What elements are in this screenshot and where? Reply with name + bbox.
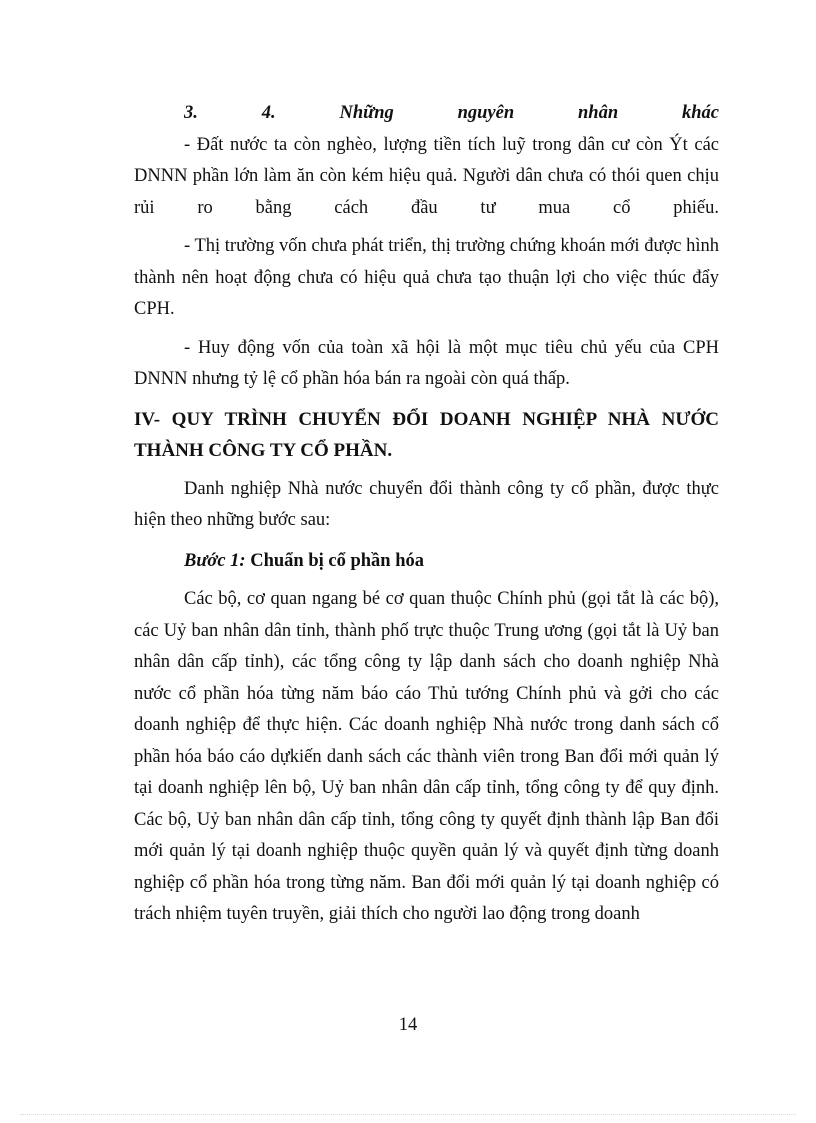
page-content — [134, 98, 719, 931]
heading-word-4: khác — [682, 103, 719, 123]
intro-paragraph: Danh nghiệp Nhà nước chuyển đổi thành công ty cổ phần, được thực hiện theo những bước sau: — [134, 478, 719, 530]
paragraph-poverty: - Đất nước ta còn nghèo, lượng tiền tích luỹ trong dân cư còn Ýt các DNNN phần lớn làm ăn còn kém hiệu quả. Người dân chưa có thói quen chịu rủi ro bằng cách đầu tư mua cổ phiếu. — [134, 134, 719, 218]
paragraph-mobilize-capital: - Huy động vốn của toàn xã hội là một mục tiêu chủ yếu của CPH DNNN nhưng tỷ lệ cổ phần hóa bán ra ngoài còn quá thấp. — [134, 337, 719, 389]
step-1-title: Chuẩn bị cổ phần hóa — [250, 550, 425, 571]
page-bottom-divider — [20, 1114, 796, 1115]
section-subnumber: 4. — [261, 103, 276, 123]
section-number: 3. — [184, 103, 198, 123]
section-iv-title-line-1: IV- QUY TRÌNH CHUYỂN ĐỔI DOANH NGHIỆP NHÀ NƯỚC — [134, 408, 719, 430]
page-number: 14 — [398, 1015, 418, 1035]
step-1-heading — [134, 546, 719, 578]
heading-word-2: nguyên — [457, 103, 515, 123]
section-iv-title-line-2: THÀNH CÔNG TY CỔ PHẦN. — [134, 440, 393, 461]
section-iv-heading — [134, 404, 719, 467]
step-1-body: Các bộ, cơ quan ngang bé cơ quan thuộc Chính phủ (gọi tắt là các bộ), các Uỷ ban nhân dân tỉnh, thành phố trực thuộc Trung ương (gọi tắt là Uỷ ban nhân dân cấp tỉnh), các tổng công ty lập danh sách cho doanh nghiệp Nhà nước cổ phần hóa từng năm báo cáo Thủ tướng Chính phủ và gởi cho các doanh nghiệp để thực hiện. Các doanh nghiệp Nhà nước trong danh sách cổ phần hóa báo cáo dựkiến danh sách các thành viên trong Ban đổi mới quản lý tại doanh nghiệp lên bộ, Uỷ ban nhân dân cấp tỉnh, tổng công ty để quy định. Các bộ, Uỷ ban nhân dân cấp tỉnh, tổng công ty quyết định thành lập Ban đổi mới quản lý tại doanh nghiệp thuộc quyền quản lý và quyết định từng doanh nghiệp cổ phần hóa trong từng năm. Ban đổi mới quản lý tại doanh nghiệp có trách nhiệm tuyên truyền, giải thích cho người lao động trong doanh — [134, 589, 719, 924]
step-1-label: Bước 1: — [184, 550, 246, 571]
paragraph-capital-market: - Thị trường vốn chưa phát triển, thị trường chứng khoán mới được hình thành nên hoạt động chưa có hiệu quả chưa tạo thuận lợi cho việc thúc đẩy CPH. — [134, 236, 719, 319]
heading-word-1: Những — [339, 103, 394, 123]
heading-word-3: nhân — [578, 103, 619, 123]
section-3-4-heading — [134, 98, 719, 130]
